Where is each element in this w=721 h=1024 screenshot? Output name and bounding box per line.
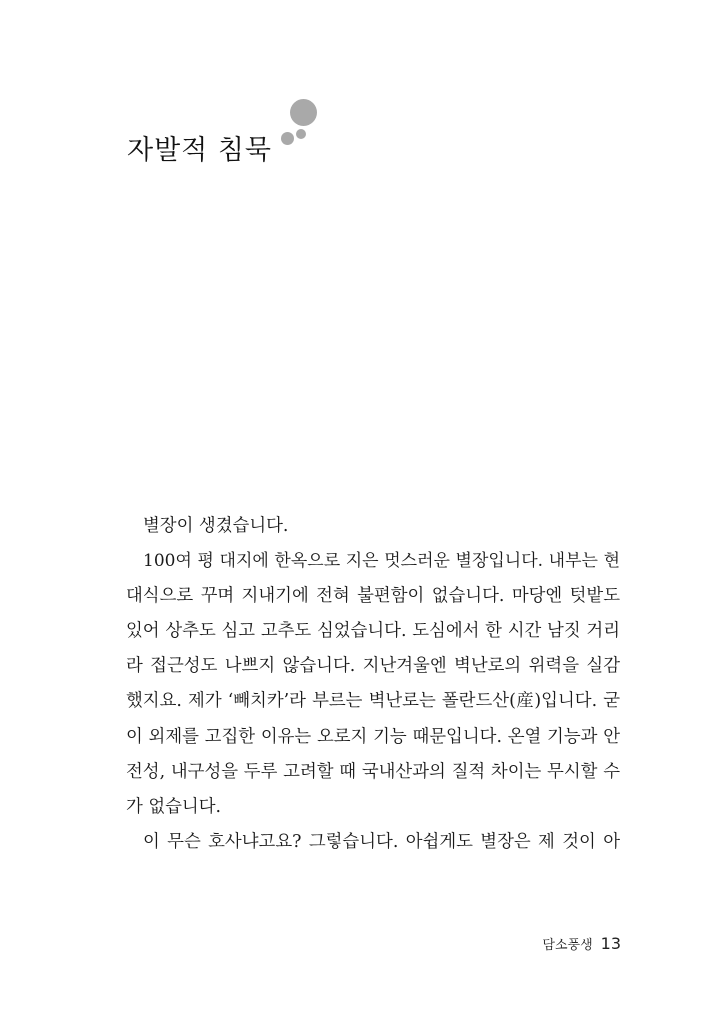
body-line: 있어 상추도 심고 고추도 심었습니다. 도심에서 한 시간 남짓 거리 <box>126 621 620 642</box>
chapter-title: 자발적 침묵 <box>127 135 272 166</box>
small-dot-icon <box>281 132 294 145</box>
body-line: 이 외제를 고집한 이유는 오로지 기능 때문입니다. 온열 기능과 안 <box>126 726 620 747</box>
large-dot-icon <box>290 99 317 126</box>
body-line: 라 접근성도 나쁘지 않습니다. 지난겨울엔 벽난로의 위력을 실감 <box>126 656 620 677</box>
body-line: 별장이 생겼습니다. <box>143 516 289 536</box>
tiny-dot-icon <box>296 129 306 139</box>
body-line: 100여 평 대지에 한옥으로 지은 멋스러운 별장입니다. 내부는 현 <box>143 551 620 572</box>
running-title: 담소풍생 <box>542 938 593 953</box>
body-text <box>126 509 620 860</box>
body-line: 대식으로 꾸며 지내기에 전혀 불편함이 없습니다. 마당엔 텃밭도 <box>126 586 620 607</box>
body-line: 전성, 내구성을 두루 고려할 때 국내산과의 질적 차이는 무시할 수 <box>126 761 620 782</box>
page-number: 13 <box>600 934 621 953</box>
page-footer <box>542 934 621 953</box>
body-line: 가 없습니다. <box>126 796 222 817</box>
body-line: 했지요. 제가 ‘빼치카’라 부르는 벽난로는 폴란드산(産)입니다. 굳 <box>126 691 620 712</box>
body-line: 이 무슨 호사냐고요? 그렇습니다. 아쉽게도 별장은 제 것이 아 <box>143 831 620 852</box>
